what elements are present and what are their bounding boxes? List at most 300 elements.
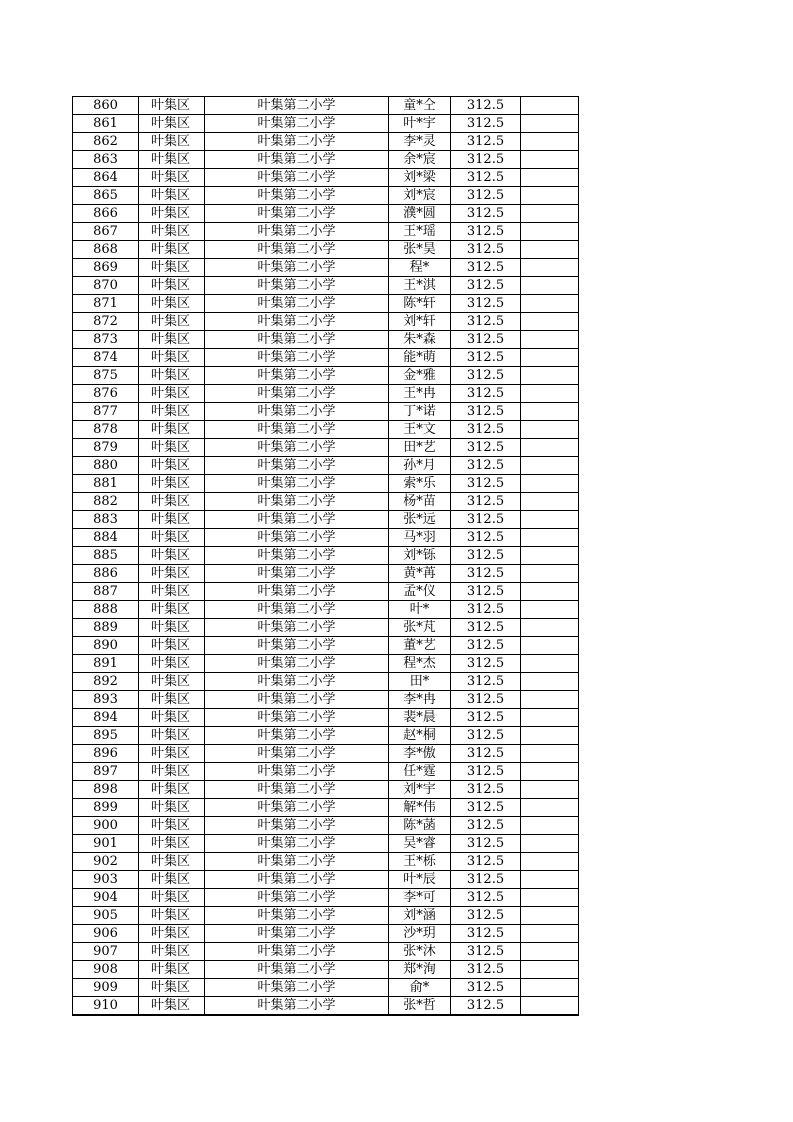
table-row (73, 511, 579, 529)
score-cell: 312.5 (451, 547, 521, 565)
note-cell (521, 961, 579, 979)
student-name-cell: 孟*仪 (389, 583, 451, 601)
row-number-cell: 910 (73, 997, 139, 1016)
note-cell (521, 745, 579, 763)
district-cell: 叶集区 (139, 853, 205, 871)
district-cell: 叶集区 (139, 943, 205, 961)
school-cell: 叶集第二小学 (205, 331, 389, 349)
note-cell (521, 277, 579, 295)
table-row (73, 691, 579, 709)
school-cell: 叶集第二小学 (205, 313, 389, 331)
student-name-cell: 张*远 (389, 511, 451, 529)
table-row (73, 637, 579, 655)
note-cell (521, 925, 579, 943)
note-cell (521, 331, 579, 349)
table-row (73, 205, 579, 223)
school-cell: 叶集第二小学 (205, 781, 389, 799)
score-cell: 312.5 (451, 331, 521, 349)
score-cell: 312.5 (451, 133, 521, 151)
note-cell (521, 943, 579, 961)
school-cell: 叶集第二小学 (205, 115, 389, 133)
score-cell: 312.5 (451, 619, 521, 637)
note-cell (521, 997, 579, 1016)
student-name-cell: 孙*月 (389, 457, 451, 475)
student-name-cell: 刘*梁 (389, 169, 451, 187)
row-number-cell: 906 (73, 925, 139, 943)
student-name-cell: 俞* (389, 979, 451, 997)
school-cell: 叶集第二小学 (205, 745, 389, 763)
table-row (73, 187, 579, 205)
score-cell: 312.5 (451, 475, 521, 493)
student-name-cell: 李*灵 (389, 133, 451, 151)
score-cell: 312.5 (451, 979, 521, 997)
district-cell: 叶集区 (139, 169, 205, 187)
score-cell: 312.5 (451, 583, 521, 601)
table-row (73, 169, 579, 187)
score-cell: 312.5 (451, 871, 521, 889)
note-cell (521, 619, 579, 637)
note-cell (521, 799, 579, 817)
school-cell: 叶集第二小学 (205, 475, 389, 493)
note-cell (521, 889, 579, 907)
district-cell: 叶集区 (139, 331, 205, 349)
district-cell: 叶集区 (139, 691, 205, 709)
note-cell (521, 421, 579, 439)
student-name-cell: 丁*诺 (389, 403, 451, 421)
table-row (73, 961, 579, 979)
score-cell: 312.5 (451, 799, 521, 817)
note-cell (521, 727, 579, 745)
student-name-cell: 刘*宸 (389, 187, 451, 205)
table-row (73, 655, 579, 673)
district-cell: 叶集区 (139, 727, 205, 745)
row-number-cell: 867 (73, 223, 139, 241)
table-row (73, 529, 579, 547)
district-cell: 叶集区 (139, 493, 205, 511)
school-cell: 叶集第二小学 (205, 619, 389, 637)
note-cell (521, 151, 579, 169)
district-cell: 叶集区 (139, 673, 205, 691)
score-cell: 312.5 (451, 835, 521, 853)
row-number-cell: 889 (73, 619, 139, 637)
district-cell: 叶集区 (139, 961, 205, 979)
row-number-cell: 891 (73, 655, 139, 673)
row-number-cell: 869 (73, 259, 139, 277)
student-name-cell: 马*羽 (389, 529, 451, 547)
table-row (73, 547, 579, 565)
table-row (73, 313, 579, 331)
student-name-cell: 王*栎 (389, 853, 451, 871)
row-number-cell: 872 (73, 313, 139, 331)
school-cell: 叶集第二小学 (205, 241, 389, 259)
note-cell (521, 871, 579, 889)
note-cell (521, 907, 579, 925)
student-name-cell: 董*艺 (389, 637, 451, 655)
table-row (73, 889, 579, 907)
district-cell: 叶集区 (139, 97, 205, 115)
table-row (73, 331, 579, 349)
row-number-cell: 870 (73, 277, 139, 295)
district-cell: 叶集区 (139, 871, 205, 889)
score-cell: 312.5 (451, 691, 521, 709)
row-number-cell: 878 (73, 421, 139, 439)
note-cell (521, 133, 579, 151)
row-number-cell: 868 (73, 241, 139, 259)
school-cell: 叶集第二小学 (205, 709, 389, 727)
table-row (73, 277, 579, 295)
student-name-cell: 王*淇 (389, 277, 451, 295)
district-cell: 叶集区 (139, 133, 205, 151)
table-row (73, 259, 579, 277)
row-number-cell: 908 (73, 961, 139, 979)
student-name-cell: 吴*睿 (389, 835, 451, 853)
row-number-cell: 866 (73, 205, 139, 223)
row-number-cell: 887 (73, 583, 139, 601)
row-number-cell: 882 (73, 493, 139, 511)
student-name-cell: 叶*宇 (389, 115, 451, 133)
row-number-cell: 909 (73, 979, 139, 997)
district-cell: 叶集区 (139, 475, 205, 493)
row-number-cell: 863 (73, 151, 139, 169)
school-cell: 叶集第二小学 (205, 205, 389, 223)
row-number-cell: 896 (73, 745, 139, 763)
score-cell: 312.5 (451, 169, 521, 187)
school-cell: 叶集第二小学 (205, 907, 389, 925)
row-number-cell: 865 (73, 187, 139, 205)
note-cell (521, 97, 579, 115)
student-name-cell: 刘*宇 (389, 781, 451, 799)
row-number-cell: 862 (73, 133, 139, 151)
table-row (73, 241, 579, 259)
student-name-cell: 王*文 (389, 421, 451, 439)
school-cell: 叶集第二小学 (205, 403, 389, 421)
note-cell (521, 817, 579, 835)
school-cell: 叶集第二小学 (205, 583, 389, 601)
student-name-cell: 田*艺 (389, 439, 451, 457)
school-cell: 叶集第二小学 (205, 871, 389, 889)
school-cell: 叶集第二小学 (205, 277, 389, 295)
table-row (73, 349, 579, 367)
student-name-cell: 李*冉 (389, 691, 451, 709)
score-cell: 312.5 (451, 997, 521, 1016)
district-cell: 叶集区 (139, 889, 205, 907)
district-cell: 叶集区 (139, 403, 205, 421)
note-cell (521, 673, 579, 691)
district-cell: 叶集区 (139, 565, 205, 583)
school-cell: 叶集第二小学 (205, 187, 389, 205)
district-cell: 叶集区 (139, 529, 205, 547)
school-cell: 叶集第二小学 (205, 151, 389, 169)
table-row (73, 565, 579, 583)
student-name-cell: 王*冉 (389, 385, 451, 403)
district-cell: 叶集区 (139, 151, 205, 169)
district-cell: 叶集区 (139, 979, 205, 997)
district-cell: 叶集区 (139, 421, 205, 439)
district-cell: 叶集区 (139, 349, 205, 367)
score-cell: 312.5 (451, 529, 521, 547)
school-cell: 叶集第二小学 (205, 727, 389, 745)
school-cell: 叶集第二小学 (205, 943, 389, 961)
note-cell (521, 475, 579, 493)
note-cell (521, 565, 579, 583)
table-row (73, 763, 579, 781)
note-cell (521, 169, 579, 187)
table-row (73, 871, 579, 889)
district-cell: 叶集区 (139, 601, 205, 619)
note-cell (521, 601, 579, 619)
score-cell: 312.5 (451, 277, 521, 295)
school-cell: 叶集第二小学 (205, 691, 389, 709)
note-cell (521, 709, 579, 727)
table-row (73, 583, 579, 601)
student-name-cell: 陈*菡 (389, 817, 451, 835)
score-cell: 312.5 (451, 439, 521, 457)
student-name-cell: 程* (389, 259, 451, 277)
student-name-cell: 李*傲 (389, 745, 451, 763)
student-name-cell: 濮*圆 (389, 205, 451, 223)
row-number-cell: 898 (73, 781, 139, 799)
row-number-cell: 876 (73, 385, 139, 403)
school-cell: 叶集第二小学 (205, 835, 389, 853)
student-name-cell: 黄*苒 (389, 565, 451, 583)
table-row (73, 781, 579, 799)
district-cell: 叶集区 (139, 313, 205, 331)
note-cell (521, 349, 579, 367)
note-cell (521, 781, 579, 799)
school-cell: 叶集第二小学 (205, 349, 389, 367)
student-name-cell: 赵*桐 (389, 727, 451, 745)
note-cell (521, 547, 579, 565)
district-cell: 叶集区 (139, 223, 205, 241)
student-name-cell: 童*仝 (389, 97, 451, 115)
district-cell: 叶集区 (139, 187, 205, 205)
table-row (73, 907, 579, 925)
student-name-cell: 杨*苗 (389, 493, 451, 511)
score-cell: 312.5 (451, 925, 521, 943)
school-cell: 叶集第二小学 (205, 223, 389, 241)
table-row (73, 403, 579, 421)
table-row (73, 943, 579, 961)
score-table-body (73, 97, 579, 1016)
row-number-cell: 893 (73, 691, 139, 709)
table-row (73, 115, 579, 133)
school-cell: 叶集第二小学 (205, 673, 389, 691)
school-cell: 叶集第二小学 (205, 889, 389, 907)
student-name-cell: 刘*轩 (389, 313, 451, 331)
school-cell: 叶集第二小学 (205, 817, 389, 835)
district-cell: 叶集区 (139, 745, 205, 763)
district-cell: 叶集区 (139, 781, 205, 799)
note-cell (521, 115, 579, 133)
district-cell: 叶集区 (139, 367, 205, 385)
score-cell: 312.5 (451, 115, 521, 133)
row-number-cell: 904 (73, 889, 139, 907)
score-cell: 312.5 (451, 313, 521, 331)
row-number-cell: 907 (73, 943, 139, 961)
note-cell (521, 637, 579, 655)
score-cell: 312.5 (451, 511, 521, 529)
district-cell: 叶集区 (139, 457, 205, 475)
school-cell: 叶集第二小学 (205, 637, 389, 655)
note-cell (521, 763, 579, 781)
student-name-cell: 解*伟 (389, 799, 451, 817)
district-cell: 叶集区 (139, 619, 205, 637)
score-cell: 312.5 (451, 223, 521, 241)
note-cell (521, 241, 579, 259)
district-cell: 叶集区 (139, 637, 205, 655)
row-number-cell: 871 (73, 295, 139, 313)
district-cell: 叶集区 (139, 241, 205, 259)
score-cell: 312.5 (451, 295, 521, 313)
student-name-cell: 索*乐 (389, 475, 451, 493)
school-cell: 叶集第二小学 (205, 925, 389, 943)
score-cell: 312.5 (451, 205, 521, 223)
score-cell: 312.5 (451, 709, 521, 727)
score-cell: 312.5 (451, 493, 521, 511)
note-cell (521, 979, 579, 997)
district-cell: 叶集区 (139, 439, 205, 457)
score-cell: 312.5 (451, 943, 521, 961)
district-cell: 叶集区 (139, 583, 205, 601)
row-number-cell: 873 (73, 331, 139, 349)
note-cell (521, 385, 579, 403)
school-cell: 叶集第二小学 (205, 853, 389, 871)
school-cell: 叶集第二小学 (205, 565, 389, 583)
school-cell: 叶集第二小学 (205, 169, 389, 187)
student-name-cell: 王*瑶 (389, 223, 451, 241)
district-cell: 叶集区 (139, 655, 205, 673)
score-cell: 312.5 (451, 655, 521, 673)
row-number-cell: 900 (73, 817, 139, 835)
district-cell: 叶集区 (139, 925, 205, 943)
table-row (73, 133, 579, 151)
score-cell: 312.5 (451, 745, 521, 763)
note-cell (521, 205, 579, 223)
student-name-cell: 任*霆 (389, 763, 451, 781)
row-number-cell: 890 (73, 637, 139, 655)
note-cell (521, 439, 579, 457)
score-cell: 312.5 (451, 349, 521, 367)
table-row (73, 223, 579, 241)
note-cell (521, 187, 579, 205)
student-name-cell: 沙*玥 (389, 925, 451, 943)
score-cell: 312.5 (451, 637, 521, 655)
table-row (73, 817, 579, 835)
note-cell (521, 313, 579, 331)
student-name-cell: 张*哲 (389, 997, 451, 1016)
row-number-cell: 905 (73, 907, 139, 925)
score-cell: 312.5 (451, 781, 521, 799)
row-number-cell: 883 (73, 511, 139, 529)
district-cell: 叶集区 (139, 295, 205, 313)
score-cell: 312.5 (451, 727, 521, 745)
student-name-cell: 张*芃 (389, 619, 451, 637)
table-row (73, 727, 579, 745)
score-cell: 312.5 (451, 151, 521, 169)
score-cell: 312.5 (451, 601, 521, 619)
row-number-cell: 874 (73, 349, 139, 367)
school-cell: 叶集第二小学 (205, 979, 389, 997)
score-cell: 312.5 (451, 403, 521, 421)
district-cell: 叶集区 (139, 709, 205, 727)
note-cell (521, 583, 579, 601)
note-cell (521, 367, 579, 385)
school-cell: 叶集第二小学 (205, 97, 389, 115)
student-name-cell: 程*杰 (389, 655, 451, 673)
row-number-cell: 860 (73, 97, 139, 115)
row-number-cell: 861 (73, 115, 139, 133)
school-cell: 叶集第二小学 (205, 385, 389, 403)
table-row (73, 799, 579, 817)
school-cell: 叶集第二小学 (205, 259, 389, 277)
table-row (73, 493, 579, 511)
school-cell: 叶集第二小学 (205, 601, 389, 619)
table-row (73, 853, 579, 871)
table-row (73, 709, 579, 727)
school-cell: 叶集第二小学 (205, 799, 389, 817)
table-row (73, 97, 579, 115)
district-cell: 叶集区 (139, 115, 205, 133)
row-number-cell: 897 (73, 763, 139, 781)
student-name-cell: 陈*轩 (389, 295, 451, 313)
note-cell (521, 691, 579, 709)
note-cell (521, 403, 579, 421)
score-table (72, 96, 579, 1016)
student-name-cell: 张*沐 (389, 943, 451, 961)
student-name-cell: 金*雅 (389, 367, 451, 385)
row-number-cell: 881 (73, 475, 139, 493)
score-cell: 312.5 (451, 853, 521, 871)
school-cell: 叶集第二小学 (205, 133, 389, 151)
row-number-cell: 901 (73, 835, 139, 853)
table-row (73, 925, 579, 943)
row-number-cell: 892 (73, 673, 139, 691)
table-row (73, 385, 579, 403)
row-number-cell: 888 (73, 601, 139, 619)
note-cell (521, 655, 579, 673)
row-number-cell: 884 (73, 529, 139, 547)
student-name-cell: 朱*森 (389, 331, 451, 349)
row-number-cell: 902 (73, 853, 139, 871)
score-cell: 312.5 (451, 97, 521, 115)
table-row (73, 475, 579, 493)
score-cell: 312.5 (451, 889, 521, 907)
student-name-cell: 李*可 (389, 889, 451, 907)
note-cell (521, 511, 579, 529)
school-cell: 叶集第二小学 (205, 457, 389, 475)
table-row (73, 979, 579, 997)
row-number-cell: 877 (73, 403, 139, 421)
school-cell: 叶集第二小学 (205, 439, 389, 457)
school-cell: 叶集第二小学 (205, 763, 389, 781)
score-cell: 312.5 (451, 817, 521, 835)
district-cell: 叶集区 (139, 385, 205, 403)
student-name-cell: 张*昊 (389, 241, 451, 259)
district-cell: 叶集区 (139, 259, 205, 277)
row-number-cell: 886 (73, 565, 139, 583)
note-cell (521, 853, 579, 871)
row-number-cell: 903 (73, 871, 139, 889)
district-cell: 叶集区 (139, 205, 205, 223)
table-row (73, 439, 579, 457)
row-number-cell: 885 (73, 547, 139, 565)
school-cell: 叶集第二小学 (205, 961, 389, 979)
note-cell (521, 529, 579, 547)
score-cell: 312.5 (451, 961, 521, 979)
score-cell: 312.5 (451, 457, 521, 475)
school-cell: 叶集第二小学 (205, 655, 389, 673)
student-name-cell: 田* (389, 673, 451, 691)
